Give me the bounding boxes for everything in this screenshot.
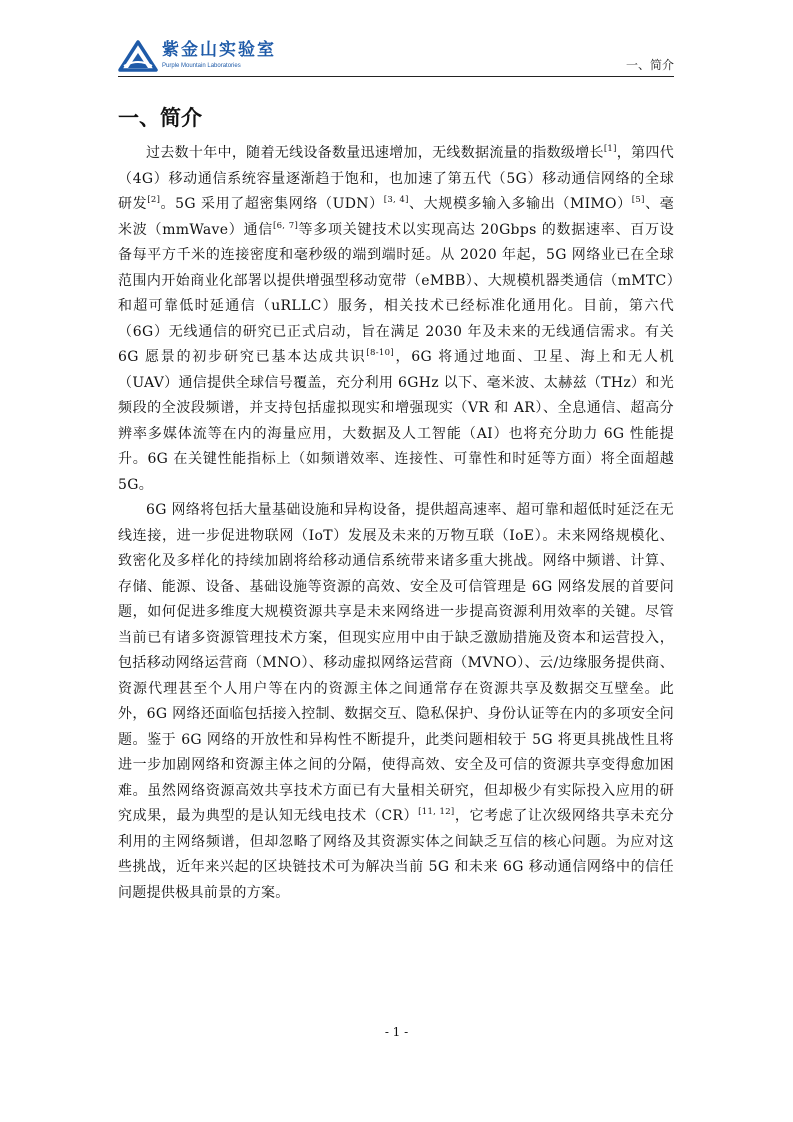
mountain-logo-icon [118, 40, 158, 72]
citation-ref: [3, 4] [383, 195, 409, 205]
text-run: ，第四代（4G）移动通信系统容量逐渐趋于饱和，也加速了第五代（5G）移动通信网络的全球研发 [118, 145, 674, 212]
lab-logo [118, 38, 276, 74]
text-run: 6G 网络将包括大量基础设施和异构设备，提供超高速率、超可靠和超低时延泛在无线连接，进一步促进物联网（IoT）发展及未来的万物互联（IoE）。未来网络规模化、致密化及多样化的持续加剧将给移动通信系统带来诸多重大挑战。网络中频谱、计算、存储、能源、设备、基础设施等资源的高效、安全及可信管理是 6G 网络发展的首要问题，如何促进多维度大规模资源共享是未来网络进一步提高资源利用效率的关键。尽管当前已有诸多资源管理技术方案，但现实应用中由于缺乏激励措施及资本和运营投入，包括移动网络运营商（MNO）、移动虚拟网络运营商（MVNO）、云/边缘服务提供商、资源代理甚至个人用户等在内的资源主体之间通常存在资源共享及数据交互壁垒。此外，6G 网络还面临包括接入控制、数据交互、隐私保护、身份认证等在内的多项安全问题。鉴于 6G 网络的开放性和异构性不断提升，此类问题相较于 5G 将更具挑战性且将进一步加剧网络和资源主体之间的分隔，使得高效、安全及可信的资源共享变得愈加困难。虽然网络资源高效共享技术方面已有大量相关研究，但却极少有实际投入应用的研究成果，最为典型的是认知无线电技术（CR） [118, 502, 674, 824]
text-run: ，它考虑了让次级网络共享未充分利用的主网络频谱，但却忽略了网络及其资源实体之间缺乏互信的核心问题。为应对这些挑战，近年来兴起的区块链技术可为解决当前 5G 和未来 6G 移动通信网络中的信任问题提供极具前景的方案。 [118, 808, 674, 901]
paragraph [118, 498, 674, 906]
text-run: ，6G 将通过地面、卫星、海上和无人机（UAV）通信提供全球信号覆盖，充分利用 6GHz 以下、毫米波、太赫兹（THz）和光频段的全波段频谱，并支持包括虚拟现实和增强现实（VR 和 AR）、全息通信、超高分辨率多媒体流等在内的海量应用，大数据及人工智能（AI）也将充分助力 6G 性能提升。6G 在关键性能指标上（如频谱效率、连接性、可靠性和时延等方面）将全面超越 5G。 [118, 349, 675, 493]
citation-ref: [11, 12] [418, 807, 455, 817]
text-run: 等多项关键技术以实现高达 20Gbps 的数据速率、百万设备每平方千米的连接密度和毫秒级的端到端时延。从 2020 年起，5G 网络业已在全球范围内开始商业化部署以提供增强型移动宽带（eMBB）、大规模机器类通信（mMTC）和超可靠低时延通信（uRLLC）服务，相关技术已经标准化通用化。目前，第六代（6G）无线通信的研究已正式启动，旨在满足 2030 年及未来的无线通信需求。有关 6G 愿景的初步研究已基本达成共识 [118, 221, 675, 365]
text-run: 。5G 采用了超密集网络（UDN） [160, 196, 384, 212]
paragraph [118, 141, 674, 498]
text-run: 过去数十年中，随着无线设备数量迅速增加，无线数据流量的指数级增长 [146, 145, 604, 161]
page-header [118, 38, 674, 78]
logo-chinese-name: 紫金山实验室 [162, 40, 276, 60]
citation-ref: [5] [631, 195, 645, 205]
citation-ref: [8-10] [366, 348, 394, 358]
header-section-title: 一、简介 [625, 58, 674, 72]
logo-english-name: Purple Mountain Laboratories [162, 63, 241, 69]
text-run: 、大规模多输入多输出（MIMO） [408, 196, 632, 212]
citation-ref: [2] [147, 195, 161, 205]
section-title: 一、简介 [118, 106, 202, 130]
text-run: 、毫米波（mmWave）通信 [118, 196, 675, 238]
body-text [118, 141, 674, 906]
page-number: - 1 - [384, 1025, 409, 1039]
header-divider [118, 76, 674, 77]
citation-ref: [6, 7] [272, 220, 299, 231]
citation-ref: [1] [603, 144, 617, 154]
